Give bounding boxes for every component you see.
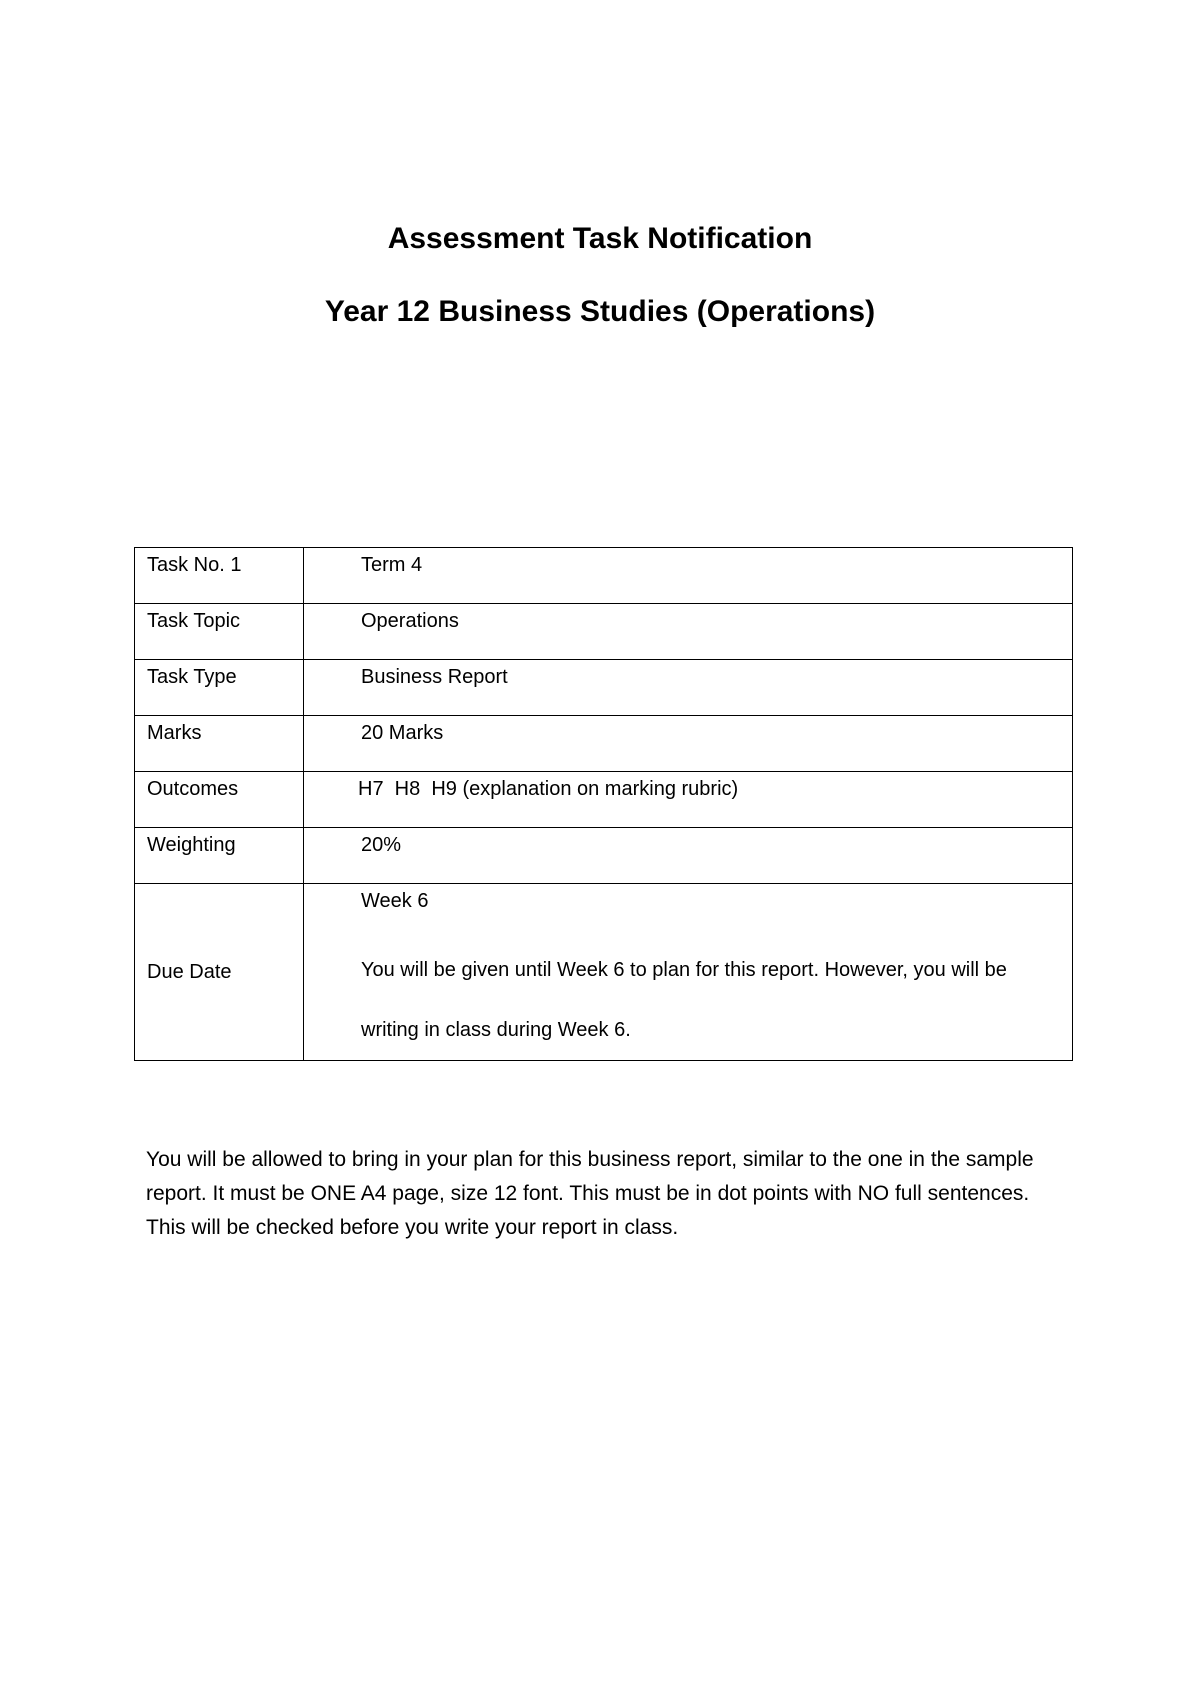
outcomes-label: Outcomes bbox=[147, 778, 239, 800]
weighting-label: Weighting bbox=[147, 834, 236, 856]
row-value-cell bbox=[304, 548, 1073, 604]
row-value-cell bbox=[304, 604, 1073, 660]
table-row-task-no bbox=[135, 548, 1073, 604]
row-value-cell bbox=[304, 884, 1073, 1061]
row-value-cell bbox=[304, 828, 1073, 884]
plan-instructions-paragraph: You will be allowed to bring in your plan for this business report, similar to the one in the sample report. It must be ONE A4 page, size 12 font. This must be in dot points with NO full sentences. This will be checked before you write your report in class. bbox=[146, 1148, 1034, 1239]
table-row-outcomes bbox=[135, 772, 1073, 828]
table-row-due-date bbox=[135, 884, 1073, 1061]
row-label-cell bbox=[135, 884, 304, 1061]
due-date-note: You will be given until Week 6 to plan for this report. However, you will be writing in class during Week 6. bbox=[361, 959, 1007, 1041]
table-row-task-type bbox=[135, 660, 1073, 716]
document-subtitle: Year 12 Business Studies (Operations) bbox=[324, 295, 876, 328]
table-row-weighting bbox=[135, 828, 1073, 884]
row-label-cell bbox=[135, 660, 304, 716]
task-details-table bbox=[134, 547, 1073, 1061]
row-label-cell bbox=[135, 604, 304, 660]
weighting-value: 20% bbox=[361, 834, 402, 856]
due-date-label: Due Date bbox=[147, 960, 232, 983]
marks-value: 20 Marks bbox=[361, 722, 444, 744]
task-no-label: Task No. 1 bbox=[147, 554, 242, 576]
row-value-cell bbox=[304, 660, 1073, 716]
table-row-marks bbox=[135, 716, 1073, 772]
task-no-value: Term 4 bbox=[361, 554, 423, 576]
task-topic-value: Operations bbox=[361, 610, 459, 632]
row-label-cell bbox=[135, 716, 304, 772]
task-type-label: Task Type bbox=[147, 666, 237, 688]
row-label-cell bbox=[135, 828, 304, 884]
row-label-cell bbox=[135, 548, 304, 604]
outcomes-value: H7 H8 H9 (explanation on marking rubric) bbox=[358, 778, 739, 800]
row-label-cell bbox=[135, 772, 304, 828]
marks-label: Marks bbox=[147, 722, 202, 744]
table-row-task-topic bbox=[135, 604, 1073, 660]
task-topic-label: Task Topic bbox=[147, 610, 241, 632]
row-value-cell bbox=[304, 716, 1073, 772]
due-date-value bbox=[304, 884, 1072, 1060]
document-title: Assessment Task Notification bbox=[387, 222, 813, 255]
due-date-week: Week 6 bbox=[361, 890, 429, 912]
row-value-cell bbox=[304, 772, 1073, 828]
task-type-value: Business Report bbox=[361, 666, 508, 688]
